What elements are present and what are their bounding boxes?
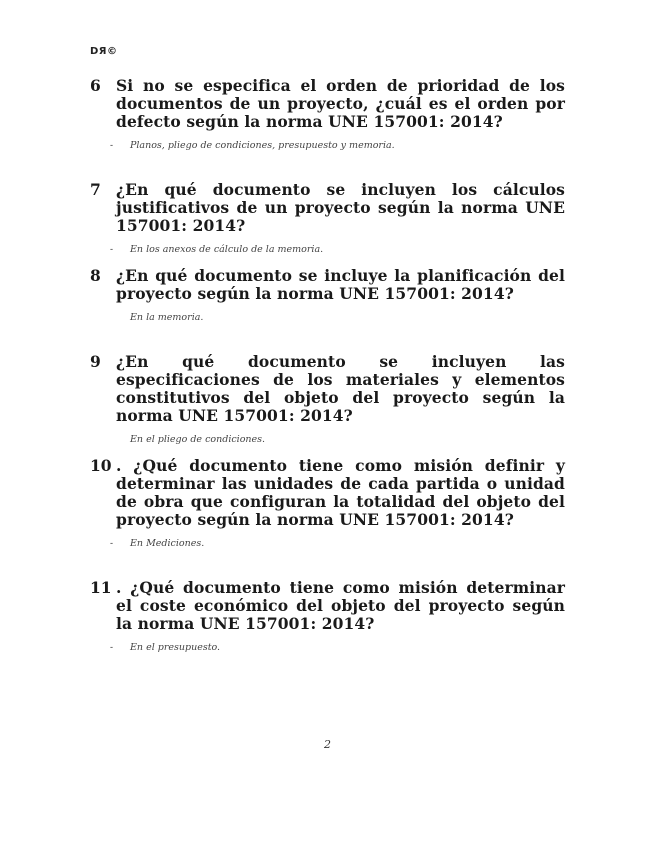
- question-number: 10: [90, 456, 112, 475]
- answer-line: [90, 434, 565, 445]
- question-header: [90, 579, 565, 633]
- question-text: . ¿Qué documento tiene como misión determinar el coste económico del objeto del proyecto según la norma UNE 157001: 2014?: [116, 578, 565, 633]
- answer-bullet: -: [110, 642, 114, 653]
- answer-bullet: -: [110, 140, 114, 151]
- question-header: [90, 77, 565, 131]
- answer-line: [90, 140, 565, 151]
- question-9: [90, 353, 565, 445]
- question-text: ¿En qué documento se incluyen los cálculos justificativos de un proyecto según la norma UNE 157001: 2014?: [116, 180, 565, 235]
- answer-line: [90, 312, 565, 323]
- answer-line: [90, 538, 565, 549]
- answer-bullet: -: [110, 538, 114, 549]
- question-text: Si no se especifica el orden de prioridad de los documentos de un proyecto, ¿cuál es el orden por defecto según la norma UNE 157001: 2014?: [116, 76, 565, 131]
- answer-line: [90, 642, 565, 653]
- answer-text: Planos, pliego de condiciones, presupuesto y memoria.: [130, 140, 395, 151]
- question-number: 11: [90, 578, 112, 597]
- question-10: [90, 457, 565, 549]
- answer-text: En el pliego de condiciones.: [130, 434, 266, 445]
- answer-bullet: -: [110, 244, 114, 255]
- question-8: [90, 267, 565, 323]
- question-header: [90, 181, 565, 235]
- question-number: 9: [90, 352, 101, 371]
- answer-line: [90, 244, 565, 255]
- answer-text: En los anexos de cálculo de la memoria.: [130, 244, 324, 255]
- answer-text: En Mediciones.: [130, 538, 205, 549]
- question-7: [90, 181, 565, 255]
- question-11: [90, 579, 565, 653]
- answer-text: En la memoria.: [130, 312, 204, 323]
- page-number: 2: [324, 738, 331, 751]
- question-text: ¿En qué documento se incluye la planificación del proyecto según la norma UNE 157001: 2014?: [116, 266, 565, 303]
- question-header: [90, 353, 565, 425]
- question-header: [90, 457, 565, 529]
- question-6: [90, 77, 565, 151]
- question-text: ¿En qué documento se incluyen las especificaciones de los materiales y elementos constitutivos del objeto del proyecto según la norma UNE 157001: 2014?: [116, 352, 565, 425]
- question-number: 8: [90, 266, 101, 285]
- question-header: [90, 267, 565, 303]
- question-number: 7: [90, 180, 101, 199]
- question-text: . ¿Qué documento tiene como misión definir y determinar las unidades de cada partida o unidad de obra que configuran la totalidad del objeto del proyecto según la norma UNE 157001: 2014?: [116, 456, 565, 529]
- question-number: 6: [90, 76, 101, 95]
- answer-text: En el presupuesto.: [130, 642, 221, 653]
- header-logo: DЯ©: [90, 46, 118, 57]
